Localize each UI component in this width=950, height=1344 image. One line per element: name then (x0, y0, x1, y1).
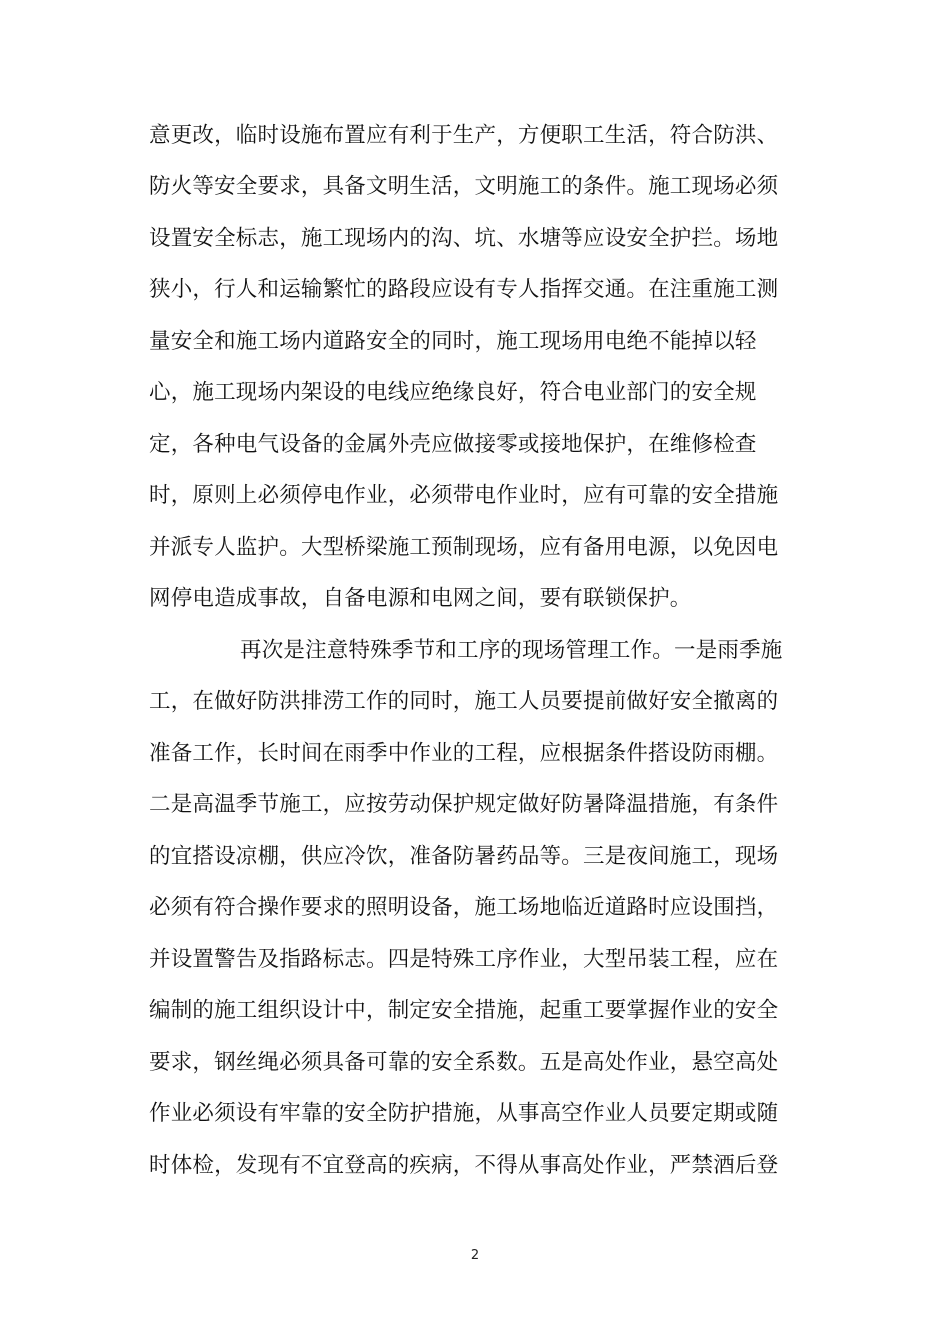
text-line-18: 编制的施工组织设计中，制定安全措施，起重工要掌握作业的安全 (149, 998, 779, 1023)
text-line-1: 意更改，临时设施布置应有利于生产，方便职工生活，符合防洪、 (149, 123, 779, 148)
text-line-19: 要求，钢丝绳必须具备可靠的安全系数。五是高处作业，悬空高处 (149, 1050, 779, 1075)
text-line-2: 防火等安全要求，具备文明生活，文明施工的条件。施工现场必须 (149, 174, 779, 199)
text-line-12: 工，在做好防洪排涝工作的同时，施工人员要提前做好安全撤离的 (149, 689, 779, 714)
text-line-21: 时体检，发现有不宜登高的疾病，不得从事高处作业，严禁酒后登 (149, 1153, 779, 1178)
page-number: 2 (470, 1248, 480, 1263)
text-line-13: 准备工作，长时间在雨季中作业的工程，应根据条件搭设防雨棚。 (149, 741, 779, 766)
paragraph-start-line: 再次是注意特殊季节和工序的现场管理工作。一是雨季施 (240, 638, 783, 663)
text-line-4: 狭小，行人和运输繁忙的路段应设有专人指挥交通。在注重施工测 (149, 277, 779, 302)
text-line-3: 设置安全标志，施工现场内的沟、坑、水塘等应设安全护拦。场地 (149, 226, 779, 251)
text-line-7: 定，各种电气设备的金属外壳应做接零或接地保护，在维修检查 (149, 432, 757, 457)
text-line-6: 心，施工现场内架设的电线应绝缘良好，符合电业部门的安全规 (149, 380, 757, 405)
text-line-10: 网停电造成事故，自备电源和电网之间，要有联锁保护。 (149, 586, 692, 611)
text-line-9: 并派专人监护。大型桥梁施工预制现场，应有备用电源，以免因电 (149, 535, 779, 560)
text-line-5: 量安全和施工场内道路安全的同时，施工现场用电绝不能掉以轻 (149, 329, 757, 354)
text-line-16: 必须有符合操作要求的照明设备，施工场地临近道路时应设围挡， (149, 895, 779, 920)
text-line-14: 二是高温季节施工，应按劳动保护规定做好防暑降温措施，有条件 (149, 792, 779, 817)
text-line-8: 时，原则上必须停电作业，必须带电作业时，应有可靠的安全措施 (149, 483, 779, 508)
text-line-20: 作业必须设有牢靠的安全防护措施，从事高空作业人员要定期或随 (149, 1101, 779, 1126)
text-line-15: 的宜搭设凉棚，供应冷饮，准备防暑药品等。三是夜间施工，现场 (149, 844, 779, 869)
text-line-17: 并设置警告及指路标志。四是特殊工序作业，大型吊装工程，应在 (149, 947, 779, 972)
